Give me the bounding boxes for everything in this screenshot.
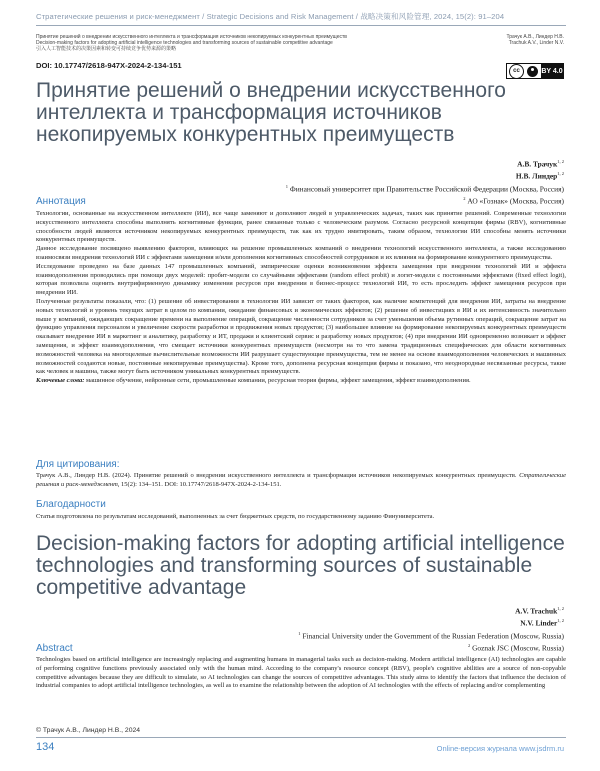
abstract-paragraph: Данное исследование посвящено выявлению факторов, влияющих на решение промышленных компаний о внедрении технологий искусственного интеллекта, а также исследованию взаимосвязи внедрения технологий ИИ с эффектами замещения и/или дополнения когнитивных способностей сотрудников и их влияния на формирование конкурентного преимущества. — [36, 245, 566, 261]
author-1-ru: А.В. Трачук — [517, 159, 558, 169]
page-number: 134 — [36, 741, 55, 753]
meta-title-en: Decision-making factors for adopting artificial intelligence technologies and transforming sources of sustainable competitive advantage — [36, 39, 333, 46]
article-meta-titles — [36, 35, 347, 53]
author-1-en: A.V. Trachuk — [515, 606, 558, 616]
abstract-heading-ru: Аннотация — [36, 196, 86, 207]
abstract-paragraph: Technologies based on artificial intelligence are increasingly replacing and augmenting humans in managerial tasks such as decision-making. Modern artificial intelligence (AI) technologies are capable of performing cognitive functions previously associated only with the human mind. According to the company's resource concept (RBV), people's cognitive abilities are a source of non-copyable competitive advantages because they are difficult to simulate, so AI technologies can change the sources of competitive advantages. This study aims to identify the factors that influence the decision of industrial companies to adopt artificial intelligence technologies, as well as to examine the relationship between the adoption of AI technologies with the effects of replacing and/or complementing — [36, 656, 566, 690]
meta-title-ru: Принятие решений о внедрении искусственного интеллекта и трансформация источников некопируемых конкурентных преимуществ — [36, 34, 347, 40]
affiliation-2-en: Goznak JSC (Moscow, Russia) — [472, 643, 564, 653]
citation-heading: Для цитирования: — [36, 459, 120, 470]
authors-ru: А.В. Трачук$^{1, 2}$ Н.В. Линдер$^{1, 2}$ $^1$ Финансовый университет при Правительстве Российской Федерации (Москва, Россия) $^2$ АО «Гознак» (Москва, Россия) — [285, 159, 564, 206]
article-title-en: Decision-making factors for adopting artificial intelligence technologies and transforming sources of sustainable competitive advantage — [36, 532, 565, 599]
abstract-paragraph: Технологии, основанные на искусственном интеллекте (ИИ), все чаще заменяют и дополняют людей в управленческих задачах, таких как принятие решений. Современные технологии искусственного интеллекта способны выполнять когнитивные функции, ранее связанные только с человеческим разумом. Согласно ресурсной концепции фирмы (RBV), когнитивные способности людей являются источником некопируемых конкурентных преимуществ, так как их трудно имитировать, таким образом, технологии ИИ способны менять источники конкурентных преимуществ. — [36, 210, 566, 244]
abstract-heading-en: Abstract — [36, 643, 73, 654]
journal-website-link[interactable]: Online-версия журнала www.jsdrm.ru — [436, 744, 564, 753]
running-head: Стратегические решения и риск-менеджмент / Strategic Decisions and Risk Management / 战略决策和风险管理, 2024, 15(2): 91–204 — [36, 12, 505, 21]
article-meta-authors — [506, 35, 564, 47]
author-2-en: N.V. Linder — [520, 618, 558, 628]
doi-line: DOI: 10.17747/2618-947X-2024-2-134-151 — [36, 61, 182, 70]
keywords-label: Ключевые слова: — [36, 377, 85, 385]
article-title-ru: Принятие решений о внедрении искусственного интеллекта и трансформация источников некопируемых конкурентных преимуществ — [36, 79, 506, 146]
affiliation-2-ru: АО «Гознак» (Москва, Россия) — [467, 196, 564, 206]
keywords-line — [36, 377, 566, 386]
acknowledgements-heading: Благодарности — [36, 499, 106, 510]
meta-authors-en: Trachuk A.V., Linder N.V. — [508, 39, 564, 46]
license-badge[interactable] — [506, 63, 564, 79]
meta-title-zh: 引入人工智能技术的决策因素和转变可持续竞争优势来源的策略 — [36, 45, 177, 52]
cc-icon: cc — [509, 64, 524, 79]
license-label: BY 4.0 — [541, 64, 563, 78]
by-person-icon — [527, 66, 538, 77]
authors-en: A.V. Trachuk$^{1, 2}$ N.V. Linder$^{1, 2}$ $^1$ Financial University under the Government of the Russian Federation (Moscow, Russia) $^2$ Goznak JSC (Moscow, Russia) — [298, 606, 564, 653]
abstract-paragraph: Исследование проведено на базе данных 147 промышленных компаний, эмпирические оценки возникновения эффекта замещения при внедрении технологий ИИ и эффекта взаимодополнения проводились при помощи двух моделей: пробит-модели со случайными эффектами (random effect probit) и логит-модели с постоянными эффектами (fixed effect logit), которая позволила оценить внутрифирменную динамику изменения ресурсов при внедрении в бизнес-процесс технологий ИИ, то есть проследить эффект замещения ресурсов при внедрении ИИ. — [36, 262, 566, 297]
affiliation-1-en: Financial University under the Government of the Russian Federation (Moscow, Russia) — [302, 631, 564, 641]
affiliation-1-ru: Финансовый университет при Правительстве Российской Федерации (Москва, Россия) — [289, 184, 564, 194]
header-divider — [36, 25, 566, 26]
citation-body: Трачук А.В., Линдер Н.В. (2024). Принятие решений о внедрении искусственного интеллекта и трансформация источников некопируемых конкурентных преимуществ. Стратегические решения и риск-менеджмент, 15(2): 134–151. DOI: 10.17747/2618-947X-2024-2-134-151. — [36, 472, 567, 488]
footer-divider — [36, 737, 566, 738]
citation-journal: Стратегические решения и риск-менеджмент — [36, 472, 567, 488]
keywords-text: машинное обучение, нейронные сети, промышленные компании, ресурсная теория фирмы, эффект замещения, эффект взаимодополнения. — [86, 377, 471, 385]
copyright-line: © Трачук А.В., Линдер Н.В., 2024 — [36, 727, 141, 734]
meta-authors-ru: Трачук А.В., Линдер Н.В. — [506, 34, 564, 40]
abstract-body-ru — [36, 210, 566, 386]
abstract-paragraph: Полученные результаты показали, что: (1) решение об инвестировании в технологии ИИ зависит от таких факторов, как наличие компетенций для внедрения ИИ, затраты на внедрение новых технологий и уровень текущих затрат в целом по компании, ожидание финансовых и экономических эффектов; (2) решение об инвестициях в ИИ и их интенсивность значительно выше у компаний, ожидающих сокращение времени на выполнение операций, сокращение численности сотрудников за счет уменьшения объема рутинных операций, сокращение затрат на функцию управления персоналом и увеличение скорости разработки и продвижения новых продуктов; (3) наибольшее влияние на формирование некопируемых конкурентных преимуществ оказывает внедрение ИИ в маркетинг и аналитику, разработку и ИТ, продажи и клиентский сервис и разработку новых продуктов; (4) при внедрении ИИ одновременно возникает и эффект замещения, и эффект взаимодополнения, что смещает источники конкурентных преимуществ (несмотря на то что замена традиционных специфических для области когнитивных возможностей человека на многоцелевые вычислительные возможности ИИ разрушает существующие преимущества, тем не менее на основе взаимодополнения человеческих и машинных возможностей создаются новые, постоянные некопируемые преимущества). Кроме того, дополнена ресурсная концепция фирмы и показано, что неоднородные несвязанные ресурсы, такие как человек и машина, также могут быть источником уникальных конкурентных преимуществ. — [36, 297, 566, 376]
author-2-ru: Н.В. Линдер — [515, 171, 558, 181]
abstract-body-en — [36, 656, 566, 691]
acknowledgements-body: Статья подготовлена по результатам исследований, выполненных за счет бюджетных средств, по государственному заданию Финуниверситета. — [36, 513, 435, 520]
